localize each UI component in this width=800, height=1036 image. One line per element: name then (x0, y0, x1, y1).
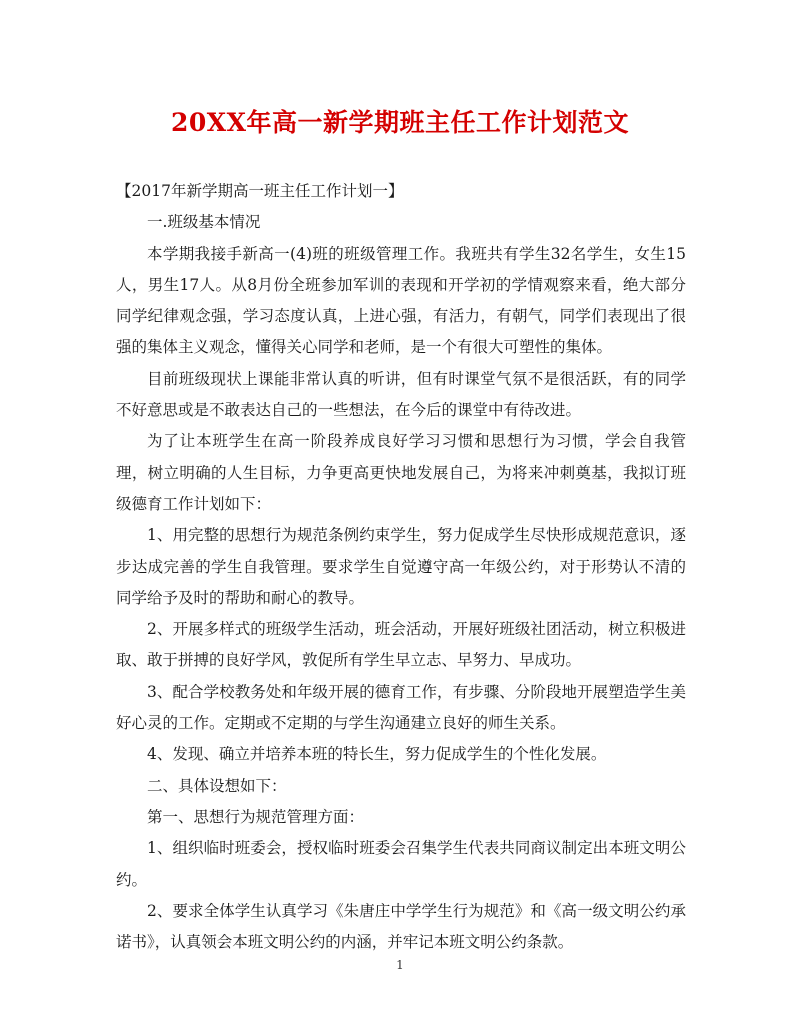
page-number: 1 (396, 958, 404, 972)
list-item: 1、组织临时班委会，授权临时班委会召集学生代表共同商议制定出本班文明公约。 (116, 839, 686, 889)
list-item: 4、发现、确立并培养本班的特长生，努力促成学生的个性化发展。 (147, 745, 607, 764)
subsection-heading: 一.班级基本情况 (147, 213, 261, 232)
document-body (116, 176, 686, 958)
section-heading: 【2017年新学期高一班主任工作计划一】 (116, 182, 404, 200)
subsection-heading: 第一、思想行为规范管理方面： (147, 807, 365, 826)
document-title: 20XX年高一新学期班主任工作计划范文 (170, 108, 630, 137)
subsection-heading: 二、具体设想如下： (147, 776, 287, 795)
paragraph: 目前班级现状上课能非常认真的听讲，但有时课堂气氛不是很活跃，有的同学不好意思或是不敢表达自己的一些想法，在今后的课堂中有待改进。 (116, 369, 686, 420)
list-item: 2、要求全体学生认真学习《朱唐庄中学学生行为规范》和《高一级文明公约承诺书》，认真领会本班文明公约的内涵，并牢记本班文明公约条款。 (116, 901, 686, 952)
paragraph: 本学期我接手新高一(4)班的班级管理工作。我班共有学生32名学生，女生15人，男生17人。从8月份全班参加军训的表现和开学初的学情观察来看，绝大部分同学纪律观念强，学习态度认真，上进心强，有活力，有朝气，同学们表现出了很强的集体主义观念，懂得关心同学和老师，是一个有很大可塑性的集体。 (116, 244, 686, 357)
list-item: 2、开展多样式的班级学生活动，班会活动，开展好班级社团活动，树立积极进取、敢于拼搏的良好学风，敦促所有学生早立志、早努力、早成功。 (116, 620, 686, 670)
list-item: 1、用完整的思想行为规范条例约束学生，努力促成学生尽快形成规范意识，逐步达成完善的学生自我管理。要求学生自觉遵守高一年级公约，对于形势认不清的同学给予及时的帮助和耐心的教导。 (116, 526, 686, 607)
list-item: 3、配合学校教务处和年级开展的德育工作，有步骤、分阶段地开展塑造学生美好心灵的工作。定期或不定期的与学生沟通建立良好的师生关系。 (116, 682, 686, 733)
paragraph: 为了让本班学生在高一阶段养成良好学习习惯和思想行为习惯，学会自我管理，树立明确的人生目标，力争更高更快地发展自己，为将来冲刺奠基，我拟订班级德育工作计划如下： (116, 432, 686, 513)
